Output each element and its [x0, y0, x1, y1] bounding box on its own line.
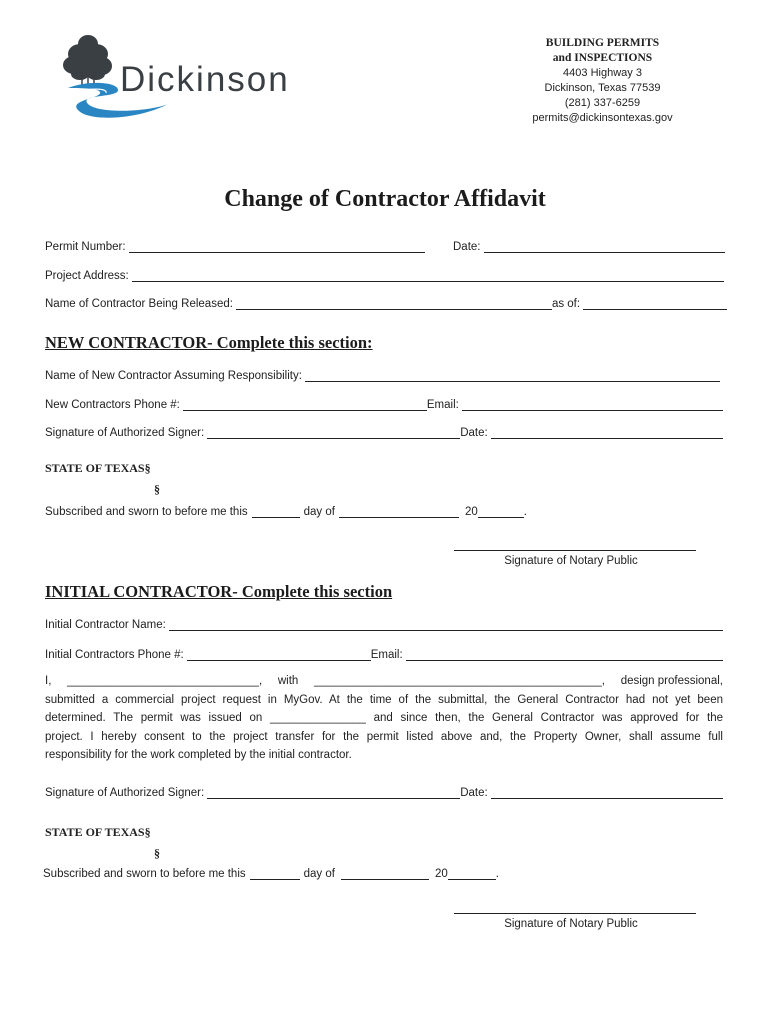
permit-number-row [45, 237, 425, 253]
initial-sworn-month-field[interactable] [341, 866, 429, 880]
consent-line-3: determined. The permit was issued on _______________ and since then, the General Contractor was approved for the [45, 712, 723, 724]
new-sworn-text-b: day of [303, 506, 335, 518]
initial-notary-signature-line[interactable] [454, 913, 696, 914]
initial-sworn-row [43, 864, 499, 880]
initial-contractor-phone-label: Initial Contractors Phone #: [45, 649, 184, 661]
new-section-symbol: § [154, 482, 160, 496]
project-address-field[interactable] [132, 268, 724, 282]
consent-design-professional: design professional, [620, 675, 723, 687]
new-contractor-email-label: Email: [426, 399, 459, 411]
initial-section-symbol: § [154, 846, 160, 860]
initial-contractor-phone-email-row [45, 645, 723, 661]
new-sworn-text-c: 20 [464, 506, 478, 518]
initial-notary-label: Signature of Notary Public [504, 918, 638, 930]
consent-name-blank[interactable]: ______________________________, [67, 675, 263, 687]
new-sworn-day-field[interactable] [252, 504, 300, 518]
document-title: Change of Contractor Affidavit [224, 186, 546, 212]
initial-date-label: Date: [460, 787, 488, 799]
initial-state-of-texas: STATE OF TEXAS§ [45, 825, 151, 839]
new-contractor-date-label: Date: [460, 427, 488, 439]
date-label: Date: [453, 241, 481, 253]
initial-date-field[interactable] [491, 785, 723, 799]
initial-sworn-text-a: Subscribed and sworn to before me this [43, 868, 246, 880]
logo-wordmark: Dickinson [120, 60, 290, 99]
new-state-of-texas: STATE OF TEXAS§ [45, 461, 151, 475]
consent-line-4: project. I hereby consent to the project transfer for the permit listed above and, the Property Owner, shall assume full [45, 730, 723, 743]
department-line1: BUILDING PERMITS [545, 37, 660, 49]
department-contact-block [500, 36, 705, 126]
new-contractor-email-field[interactable] [462, 397, 723, 411]
initial-sworn-text-c: 20 [434, 868, 448, 880]
consent-line-5: responsibility for the work completed by the initial contractor. [45, 749, 352, 761]
as-of-field[interactable] [583, 296, 727, 310]
consent-design-professional-blank[interactable]: _____________________________________________, [313, 675, 605, 687]
permit-number-label: Permit Number: [45, 241, 126, 253]
new-sworn-text-a: Subscribed and sworn to before me this [45, 506, 248, 518]
permit-number-field[interactable] [129, 239, 425, 253]
department-address2: Dickinson, Texas 77539 [544, 82, 661, 94]
as-of-label: as of: [551, 298, 581, 310]
initial-contractor-email-label: Email: [370, 649, 403, 661]
initial-signature-row [45, 783, 723, 799]
date-row [453, 237, 725, 253]
new-contractor-signature-label: Signature of Authorized Signer: [45, 427, 205, 439]
initial-contractor-email-field[interactable] [406, 647, 723, 661]
project-address-label: Project Address: [45, 270, 129, 282]
project-address-row [45, 266, 724, 282]
department-phone: (281) 337-6259 [564, 97, 641, 109]
department-address1: 4403 Highway 3 [563, 67, 642, 79]
consent-paragraph [45, 672, 723, 765]
new-contractor-date-field[interactable] [491, 425, 723, 439]
new-sworn-row [45, 502, 527, 518]
new-contractor-name-field[interactable] [305, 368, 720, 382]
new-notary-signature-line[interactable] [454, 550, 696, 551]
consent-line-2: submitted a commercial project request in MyGov. At the time of the submittal, the General Contractor had not yet been [45, 693, 723, 706]
contractor-released-field[interactable] [236, 296, 552, 310]
new-contractor-phone-label: New Contractors Phone #: [45, 399, 180, 411]
initial-sworn-end: . [495, 868, 499, 880]
initial-contractor-name-label: Initial Contractor Name: [45, 619, 166, 631]
new-contractor-name-row [45, 366, 720, 382]
initial-contractor-name-field[interactable] [169, 617, 723, 631]
new-contractor-phone-email-row [45, 395, 723, 411]
new-notary-label: Signature of Notary Public [504, 555, 638, 567]
new-contractor-signature-row [45, 423, 723, 439]
new-sworn-year-field[interactable] [478, 504, 524, 518]
new-sworn-end: . [523, 506, 527, 518]
consent-i: I, [45, 675, 52, 687]
new-contractor-signature-field[interactable] [207, 425, 460, 439]
consent-line-1 [45, 672, 723, 691]
initial-contractor-heading: INITIAL CONTRACTOR- Complete this section [45, 582, 393, 601]
department-line2: and INSPECTIONS [552, 52, 653, 64]
contractor-released-row [45, 294, 727, 310]
new-contractor-phone-field[interactable] [183, 397, 427, 411]
initial-contractor-phone-field[interactable] [187, 647, 371, 661]
dickinson-logo [58, 30, 290, 128]
initial-sworn-year-field[interactable] [448, 866, 496, 880]
initial-sworn-day-field[interactable] [250, 866, 300, 880]
consent-with: with [277, 675, 299, 687]
contractor-released-label: Name of Contractor Being Released: [45, 298, 233, 310]
initial-signature-label: Signature of Authorized Signer: [45, 787, 205, 799]
date-field[interactable] [484, 239, 726, 253]
initial-signature-field[interactable] [207, 785, 460, 799]
new-contractor-heading: NEW CONTRACTOR- Complete this section: [45, 333, 373, 352]
initial-contractor-name-row [45, 615, 723, 631]
department-email[interactable]: permits@dickinsontexas.gov [532, 112, 673, 124]
initial-sworn-text-b: day of [303, 868, 335, 880]
new-sworn-month-field[interactable] [339, 504, 459, 518]
new-contractor-name-label: Name of New Contractor Assuming Responsibility: [45, 370, 302, 382]
